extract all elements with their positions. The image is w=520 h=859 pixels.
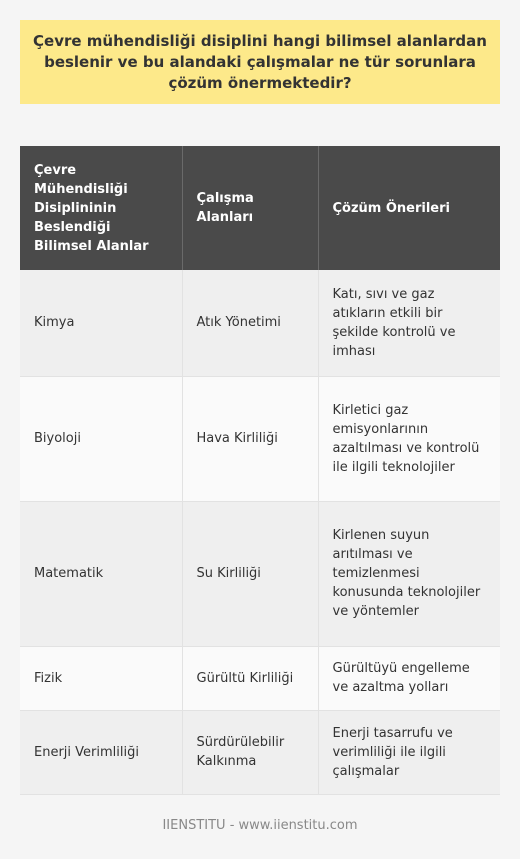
footer-credit: IIENSTITU - www.iienstitu.com [162,818,358,833]
cell-solution: Gürültüyü engelleme ve azaltma yolları [318,646,500,710]
cell-work-area: Sürdürülebilir Kalkınma [182,710,318,794]
cell-field: Kimya [20,270,182,376]
table-row [20,376,500,501]
cell-work-area: Hava Kirliliği [182,376,318,501]
cell-work-area: Atık Yönetimi [182,270,318,376]
cell-work-area: Gürültü Kirliliği [182,646,318,710]
cell-work-area: Su Kirliliği [182,501,318,646]
header-work-areas: Çalışma Alanları [182,146,318,270]
table-row [20,270,500,376]
cell-field: Matematik [20,501,182,646]
table-row [20,501,500,646]
header-solutions: Çözüm Önerileri [318,146,500,270]
cell-solution: Kirlenen suyun arıtılması ve temizlenmesi konusunda teknolojiler ve yöntemler [318,501,500,646]
table-row [20,710,500,794]
page-title-banner [20,20,500,104]
cell-solution: Kirletici gaz emisyonlarının azaltılması ve kontrolü ile ilgili teknolojiler [318,376,500,501]
data-table [20,146,500,795]
cell-field: Enerji Verimliliği [20,710,182,794]
page-title: Çevre mühendisliği disiplini hangi bilimsel alanlardan beslenir ve bu alandaki çalışmalar ne tür sorunlara çözüm önermektedir? [33,31,487,92]
cell-field: Fizik [20,646,182,710]
table-header-row [20,146,500,270]
cell-solution: Katı, sıvı ve gaz atıkların etkili bir şekilde kontrolü ve imhası [318,270,500,376]
header-scientific-fields: Çevre Mühendisliği Disiplininin Beslendiği Bilimsel Alanlar [20,146,182,270]
cell-solution: Enerji tasarrufu ve verimliliği ile ilgili çalışmalar [318,710,500,794]
table-row [20,646,500,710]
cell-field: Biyoloji [20,376,182,501]
